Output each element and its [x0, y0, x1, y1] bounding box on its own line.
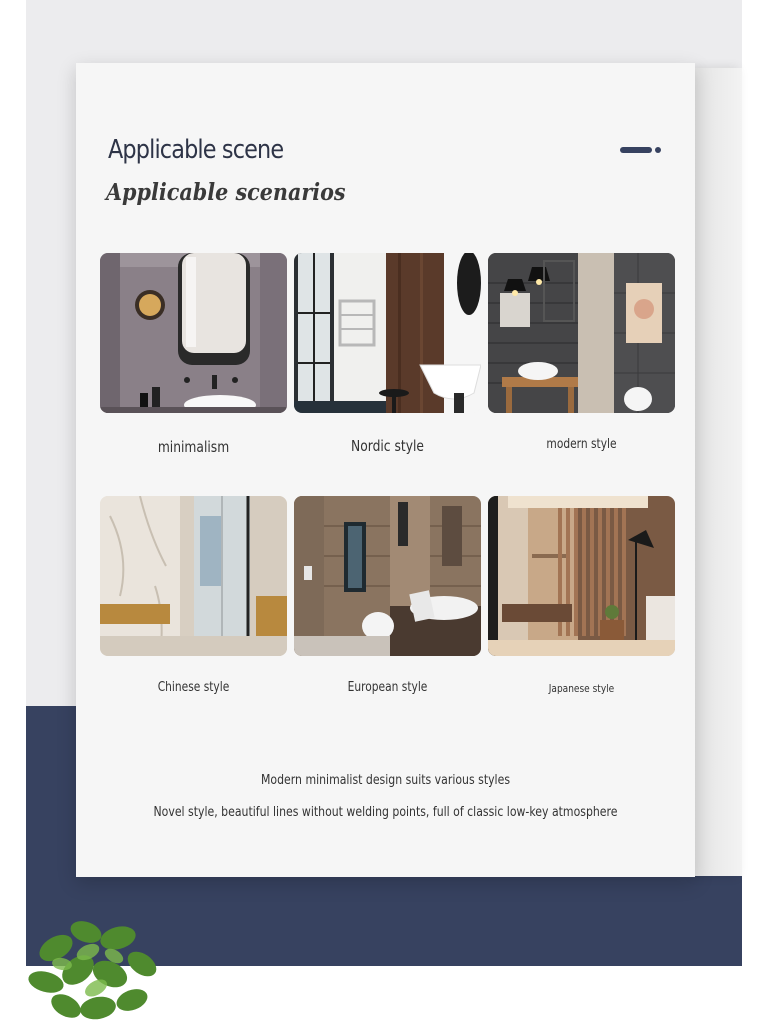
modern-bathroom-photo: [488, 253, 675, 413]
plant-decoration: [26, 908, 166, 1024]
back-page: [695, 68, 742, 876]
scene-label-modern: modern style: [546, 437, 617, 452]
footer-line-1: Modern minimalist design suits various styles: [260, 773, 511, 788]
nordic-bathroom-photo: [294, 253, 481, 413]
european-bathroom-photo: [294, 496, 481, 656]
scene-label-chinese: Chinese style: [157, 680, 230, 695]
scene-label-minimalism: minimalism: [157, 438, 230, 456]
scene-label-nordic: Nordic style: [351, 437, 424, 455]
japanese-bathroom-photo: [488, 496, 675, 656]
scene-label-japanese: Japanese style: [548, 682, 615, 695]
content-card: [76, 63, 695, 877]
scene-label-european: European style: [347, 680, 428, 695]
minimalist-bathroom-photo: [100, 253, 287, 413]
chinese-bathroom-photo: [100, 496, 287, 656]
page-title: Applicable scene: [108, 135, 284, 165]
decorative-dash-icon: [620, 147, 664, 153]
page-subtitle: Applicable scenarios: [106, 179, 346, 206]
footer-line-2: Novel style, beautiful lines without welding points, full of classic low-key atmosphere: [153, 805, 618, 820]
